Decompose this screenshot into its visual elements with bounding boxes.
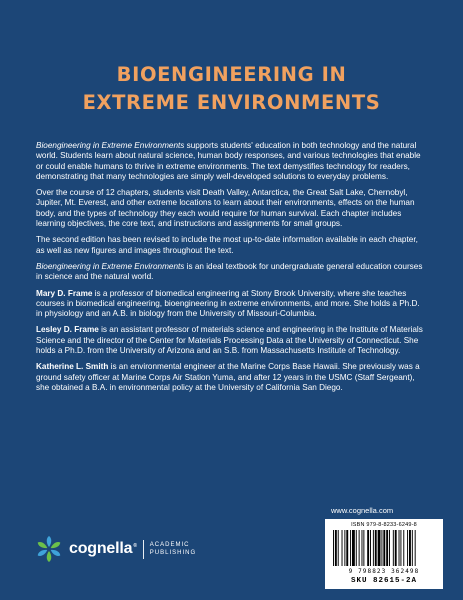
- publisher-imprint: ACADEMIC PUBLISHING: [149, 542, 197, 556]
- title-line-2: EXTREME ENVIRONMENTS: [82, 91, 381, 114]
- description-paragraph-1: [36, 141, 428, 182]
- barcode-bar: [409, 530, 411, 566]
- barcode-bar: [407, 530, 408, 566]
- barcode-bar: [367, 530, 369, 566]
- barcode-bar: [403, 530, 404, 566]
- back-cover-description: [36, 141, 428, 399]
- book-title: [0, 61, 463, 117]
- barcode-bar: [359, 530, 360, 566]
- barcode-bar: [356, 530, 357, 566]
- publisher-brand-name: cognella®: [69, 540, 137, 557]
- author-bio-text: is an environmental engineer at the Marine Corps Base Hawaii. She previously was a ground safety officer at Marine Corps Air Station Yuma, and after 12 years in the USMC (Staff Sergeant), she obtained a B.A. in environmental policy at the University of California San Diego.: [36, 362, 420, 392]
- isbn-barcode: [329, 530, 439, 568]
- barcode-bar: [400, 530, 401, 566]
- description-paragraph-2: Over the course of 12 chapters, students visit Death Valley, Antarctica, the Great Salt Lake, Chernobyl, Jupiter, Mt. Everest, and other extreme locations to learn about their environments, effects on the human body, and the types of technology they each would require for human survival. Each chapter includes learning objectives, the core text, and instructions and assignments for small groups.: [36, 188, 415, 229]
- isbn-label: ISBN 979-8-8233-6249-8: [351, 522, 417, 528]
- barcode-bar: [412, 530, 413, 566]
- author-bio-katherine-smith: [36, 362, 428, 393]
- sku-label: SKU 82615-2A: [350, 577, 417, 585]
- barcode-bar: [415, 530, 416, 566]
- author-bio-text: is an assistant professor of materials science and engineering in the Institute of Materials Science and the director of the Center for Materials Processing Data at the University of Connecticut. She holds a Ph.D. from the University of Arizona and an S.B. from Massachusetts Institute of Technology.: [36, 325, 423, 356]
- author-name: Mary D. Frame: [36, 288, 93, 298]
- barcode-bar: [352, 530, 355, 566]
- publisher-logo: [34, 534, 196, 564]
- author-name: Katherine L. Smith: [36, 362, 109, 372]
- author-name: Lesley D. Frame: [36, 325, 99, 335]
- paragraph-text: supports students' education in both technology and the natural world. Students learn about natural science, human body responses, and various technologies that enable or could enable humans to thrive in extreme environments. The text demystifies technology for readers, demonstrating that many technologies are simply well-developed solutions to everyday problems.: [36, 141, 421, 181]
- description-paragraph-3: The second edition has been revised to include the most up-to-date information available in each chapter, as well as new figures and images throughout the text.: [36, 235, 418, 255]
- barcode-bar: [389, 530, 390, 566]
- barcode-bar: [362, 530, 363, 566]
- barcode-bar: [378, 530, 381, 566]
- barcode-bar: [399, 530, 400, 566]
- author-bio-text: is a professor of biomedical engineering at Stony Brook University, where she teaches courses in biomedical engineering, bioengineering in extreme environments, and more. She holds a Ph.D. in physiology and an A.B. in biology from the University of Missouri-Columbia.: [36, 288, 420, 319]
- barcode-bar: [383, 530, 385, 566]
- barcode-bar: [333, 530, 334, 566]
- barcode-bar: [335, 530, 337, 566]
- barcode-bar: [370, 530, 371, 566]
- barcode-bar: [344, 530, 345, 566]
- barcode-bar: [342, 530, 343, 566]
- barcode-bar: [395, 530, 397, 566]
- book-title-italic: Bioengineering in Extreme Environments: [36, 141, 185, 150]
- barcode-bar: [346, 530, 348, 566]
- paragraph-text: is an ideal textbook for undergraduate general education courses in science and the natural world.: [36, 261, 423, 282]
- barcode-bar: [386, 530, 388, 566]
- barcode-bar: [393, 530, 394, 566]
- barcode-bar: [375, 530, 377, 566]
- publisher-website: www.cognella.com: [331, 506, 394, 515]
- author-bio-mary-frame: [36, 289, 428, 320]
- barcode-bar: [381, 530, 382, 566]
- description-paragraph-4: [36, 262, 428, 283]
- author-bio-lesley-frame: [36, 325, 428, 356]
- book-title-italic: Bioengineering in Extreme Environments: [36, 261, 185, 271]
- ean-digits: 9 798823 362498: [348, 568, 420, 575]
- barcode-bar: [350, 530, 351, 566]
- barcode-bar: [338, 530, 339, 566]
- barcode-bar: [373, 530, 374, 566]
- barcode-bar: [363, 530, 364, 566]
- title-line-1: BIOENGINEERING IN: [116, 63, 347, 86]
- logo-divider: [143, 540, 144, 559]
- barcode-panel: [325, 519, 443, 589]
- cognella-pinwheel-logo-icon: [34, 534, 64, 564]
